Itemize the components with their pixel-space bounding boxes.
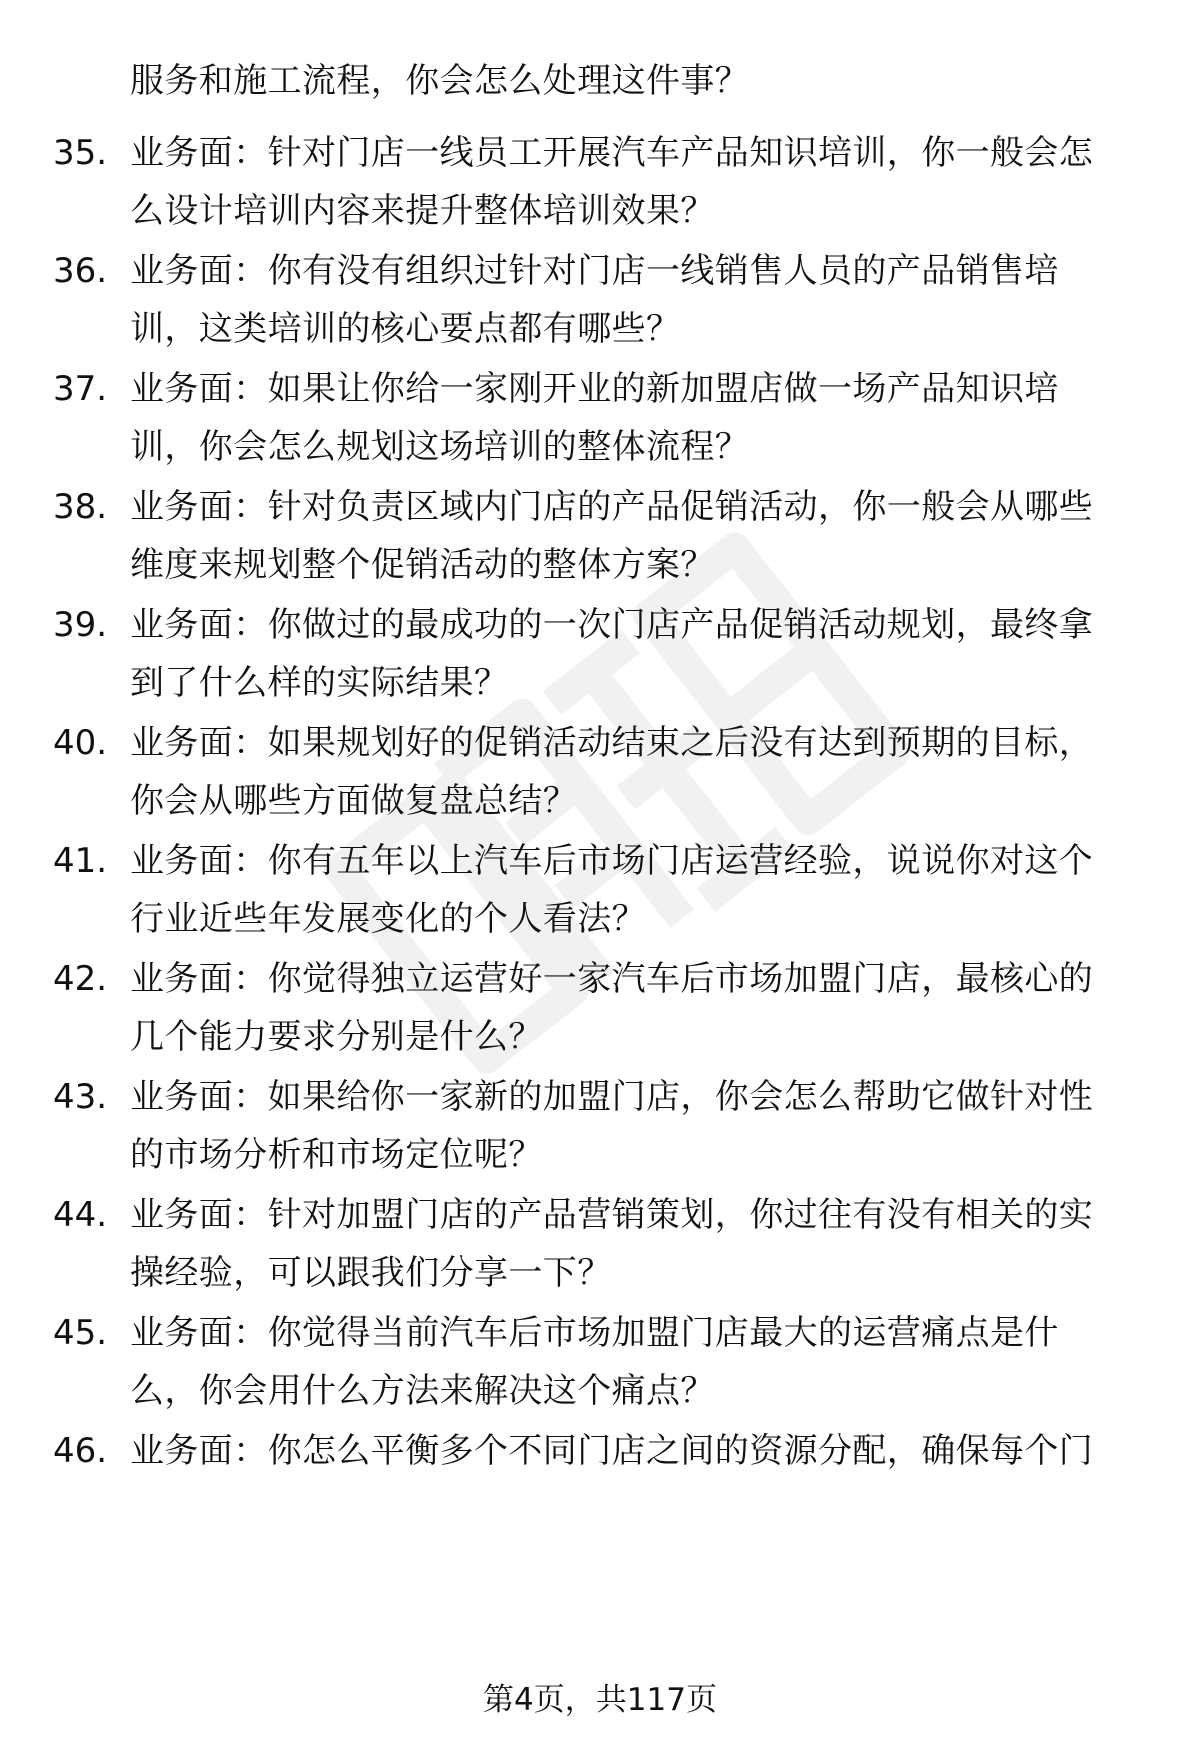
question-text-line2: 的市场分析和市场定位呢？ <box>130 1135 543 1175</box>
question-text-line1: 业务面：你做过的最成功的一次门店产品促销活动规划，最终拿 <box>130 605 1094 645</box>
question-text-line2: 操经验，可以跟我们分享一下？ <box>130 1253 612 1293</box>
question-text-line2: 到了什么样的实际结果？ <box>130 663 509 703</box>
question-text-line1: 业务面：针对负责区域内门店的产品促销活动，你一般会从哪些 <box>130 487 1094 527</box>
question-number: 37. <box>53 369 108 409</box>
question-number: 46. <box>53 1431 108 1471</box>
question-text-line2: 维度来规划整个促销活动的整体方案？ <box>130 545 715 585</box>
question-text-line1: 业务面：如果给你一家新的加盟门店，你会怎么帮助它做针对性 <box>130 1077 1094 1117</box>
question-number: 44. <box>53 1195 108 1235</box>
question-text-line1: 业务面：如果规划好的促销活动结束之后没有达到预期的目标， <box>130 723 1094 763</box>
question-number: 36. <box>53 251 108 291</box>
question-text-line2: 训，这类培训的核心要点都有哪些？ <box>130 309 681 349</box>
question-number: 39. <box>53 605 108 645</box>
question-text-line2: 训，你会怎么规划这场培训的整体流程？ <box>130 427 750 467</box>
question-number: 42. <box>53 959 108 999</box>
question-text-line2: 行业近些年发展变化的个人看法？ <box>130 899 646 939</box>
question-text-line2: 么，你会用什么方法来解决这个痛点？ <box>130 1371 715 1411</box>
question-number: 40. <box>53 723 108 763</box>
question-text-line2: 你会从哪些方面做复盘总结？ <box>130 781 578 821</box>
question-text-line1: 业务面：你觉得当前汽车后市场加盟门店最大的运营痛点是什 <box>130 1313 1059 1353</box>
question-text-line1: 业务面：你觉得独立运营好一家汽车后市场加盟门店，最核心的 <box>130 959 1094 999</box>
question-text-line1: 业务面：你怎么平衡多个不同门店之间的资源分配，确保每个门 <box>130 1431 1094 1471</box>
question-text-line2: 么设计培训内容来提升整体培训效果？ <box>130 191 715 231</box>
question-number: 41. <box>53 841 108 881</box>
question-continuation-text: 服务和施工流程，你会怎么处理这件事？ <box>130 61 750 101</box>
question-number: 35. <box>53 133 108 173</box>
question-text-line1: 业务面：如果让你给一家刚开业的新加盟店做一场产品知识培 <box>130 369 1059 409</box>
page-footer: 第4页，共117页 <box>483 1682 717 1718</box>
question-number: 38. <box>53 487 108 527</box>
question-text-line1: 业务面：针对门店一线员工开展汽车产品知识培训，你一般会怎 <box>130 133 1094 173</box>
question-number: 45. <box>53 1313 108 1353</box>
question-number: 43. <box>53 1077 108 1117</box>
question-text-line1: 业务面：你有没有组织过针对门店一线销售人员的产品销售培 <box>130 251 1059 291</box>
question-text-line1: 业务面：你有五年以上汽车后市场门店运营经验，说说你对这个 <box>130 841 1094 881</box>
question-text-line1: 业务面：针对加盟门店的产品营销策划，你过往有没有相关的实 <box>130 1195 1094 1235</box>
question-text-line2: 几个能力要求分别是什么？ <box>130 1017 543 1057</box>
